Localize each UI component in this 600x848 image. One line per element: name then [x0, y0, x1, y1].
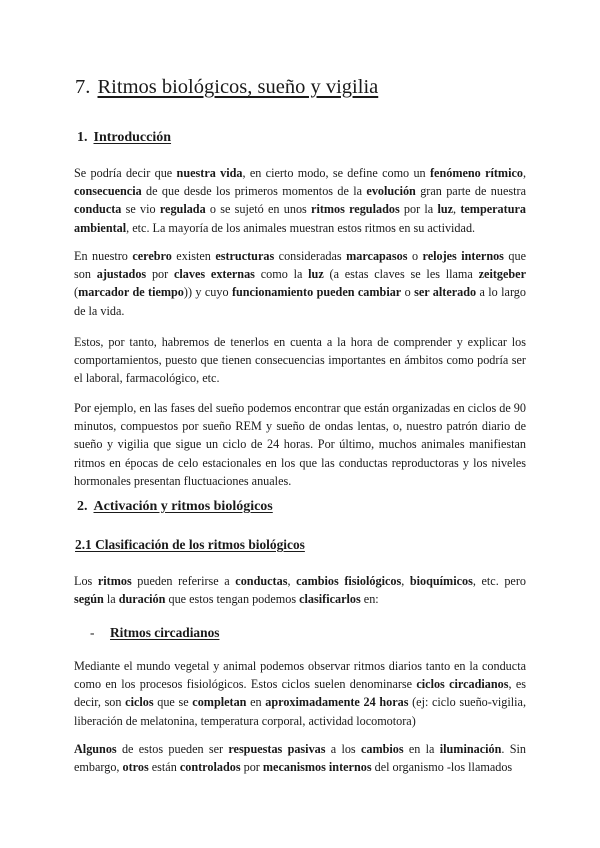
bold-term: estructuras [215, 249, 275, 263]
text-run: , en cierto modo, se define como un [242, 166, 430, 180]
text-run: o [407, 249, 423, 263]
text-run: En nuestro [74, 249, 133, 263]
section-title: Introducción [93, 130, 172, 145]
bold-term: relojes internos [422, 249, 504, 263]
bold-term: marcador de tiempo [78, 285, 184, 300]
text-run: que son [74, 249, 527, 282]
bold-term: controlados [179, 760, 241, 775]
text-run: Por ejemplo, en las fases del sueño podemos encontrar que están organizadas en ciclos de 90 minutos, compuestos por sueño REM y sueño de ondas lentas, o, nuestro patrón diario de sueño y vigilia que sigue un ciclo de 24 horas. Por último, muchos animales manifiestan ritmos en épocas de celo estacionales en los que las conductas reproductoras y los niveles hormonales presentan fluctuaciones anuales. [74, 401, 526, 488]
bold-term: zeitgeber [478, 267, 526, 282]
text-run: que estos tengan podemos [165, 592, 300, 607]
bold-term: clasificarlos [299, 592, 361, 607]
text-run: , [522, 166, 527, 180]
text-run: están [148, 760, 180, 775]
text-run: en: [360, 592, 379, 607]
text-run: por la [399, 202, 438, 217]
bold-term: regulada [159, 202, 206, 217]
paragraph [74, 399, 526, 490]
chapter-title [75, 74, 378, 100]
chapter-title-text: Ritmos biológicos, sueño y vigilia [97, 76, 379, 98]
text-run: , es decir, son [74, 677, 526, 710]
text-run: ( [74, 285, 79, 300]
bold-term: luz [437, 202, 454, 217]
text-run: la [103, 592, 119, 607]
text-run: , etc. La mayoría de los animales muestran estos ritmos en su actividad. [126, 220, 476, 235]
bold-term: consecuencia [74, 184, 142, 199]
text-run: del organismo -los llamados [371, 760, 513, 775]
bold-term: duración [118, 592, 166, 607]
bold-term: ajustados [96, 267, 147, 282]
text-run: Se podría decir que [74, 166, 177, 180]
bold-term: aproximadamente 24 horas [265, 695, 409, 710]
subsection-heading: 2.1 Clasificación de los ritmos biológicos [75, 537, 305, 552]
bullet-item-ritmos-circadianos [90, 624, 219, 642]
text-run: en la [403, 742, 440, 756]
section-number: 1. [77, 130, 88, 145]
text-run: . Sin embargo, [74, 742, 526, 775]
text-run: se vio [121, 202, 160, 217]
text-run: o [401, 285, 415, 300]
bold-term: según [74, 592, 104, 607]
text-run: (a estas claves se les llama [323, 267, 479, 282]
bold-term: funcionamiento pueden cambiar [231, 285, 402, 300]
section-title: Activación y ritmos biológicos [93, 499, 273, 514]
text-run: a lo largo de la vida. [74, 285, 526, 318]
bold-term: mecanismos internos [262, 760, 372, 775]
bold-term: luz [308, 267, 324, 282]
bullet-dash: - [90, 625, 95, 640]
bold-term: completan [192, 695, 247, 710]
section-heading-activacion [77, 498, 273, 516]
paragraph [74, 657, 526, 730]
paragraph [74, 572, 526, 608]
text-run: , etc. pero [472, 574, 526, 588]
chapter-number: 7. [75, 76, 91, 98]
text-run: pueden referirse a [131, 574, 236, 588]
text-run: consideradas [274, 249, 347, 263]
bold-term: conductas [235, 574, 288, 588]
bold-term: conducta [74, 202, 122, 217]
bold-term: cerebro [132, 249, 172, 263]
text-run: como la [254, 267, 309, 282]
text-run: que se [153, 695, 193, 710]
text-run: gran parte de nuestra [415, 184, 526, 199]
bold-term: evolución [366, 184, 416, 199]
paragraph [74, 247, 526, 320]
text-run: , [453, 202, 461, 217]
text-run: en [246, 695, 266, 710]
text-run: o se sujetó en unos [205, 202, 312, 217]
bold-term: ciclos circadianos [416, 677, 509, 692]
bold-term: respuestas pasivas [228, 742, 326, 756]
bold-term: marcapasos [346, 249, 408, 263]
text-run: (ej: ciclo sueño-vigilia, liberación de melatonina, temperatura corporal, actividad locomotora) [74, 695, 527, 728]
paragraph [74, 333, 526, 388]
text-run: , [287, 574, 297, 588]
text-run: a los [325, 742, 361, 756]
text-run: de estos pueden ser [116, 742, 229, 756]
bold-term: otros [122, 760, 149, 775]
text-run: )) y cuyo [183, 285, 232, 300]
text-run: Estos, por tanto, habremos de tenerlos en cuenta a la hora de comprender y explicar los comportamientos, puesto que tienen consecuencias importantes en ámbitos como podría ser el laboral, farmacológico, etc. [74, 335, 526, 386]
bold-term: cambios fisiológicos [296, 574, 402, 588]
text-run: de que desde los primeros momentos de la [141, 184, 367, 199]
section-heading-introduccion [77, 129, 171, 147]
bold-term: ritmos [97, 574, 132, 588]
bold-term: nuestra vida [176, 166, 243, 180]
text-run: por [240, 760, 263, 775]
bold-term: temperatura ambiental [74, 202, 526, 235]
text-run: por [146, 267, 174, 282]
bold-term: claves externas [174, 267, 255, 282]
bullet-label: Ritmos circadianos [110, 625, 220, 640]
bold-term: ritmos regulados [311, 202, 400, 217]
bold-term: bioquímicos [409, 574, 473, 588]
text-run: Los [74, 574, 98, 588]
bold-term: fenómeno rítmico [429, 166, 523, 180]
section-number: 2. [77, 499, 88, 514]
bold-term: iluminación [439, 742, 502, 756]
paragraph [74, 740, 526, 776]
bold-term: cambios [360, 742, 404, 756]
bold-term: Algunos [74, 742, 117, 756]
paragraph [74, 164, 526, 237]
bold-term: ser alterado [414, 285, 477, 300]
text-run: , [401, 574, 410, 588]
bold-term: ciclos [125, 695, 154, 710]
text-run: existen [171, 249, 216, 263]
text-run: Mediante el mundo vegetal y animal podemos observar ritmos diarios tanto en la conducta como en los procesos fisiológicos. Estos ciclos suelen denominarse [74, 659, 526, 692]
